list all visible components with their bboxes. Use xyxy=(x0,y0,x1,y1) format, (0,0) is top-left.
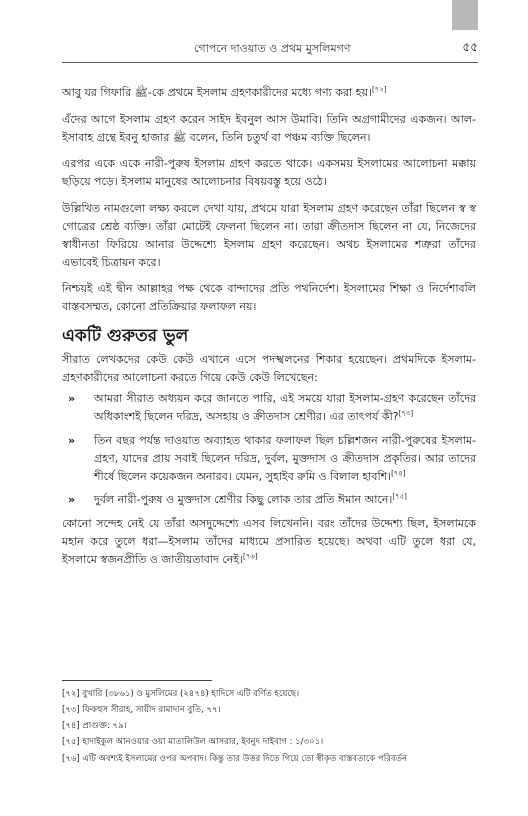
bullet-mark: » xyxy=(68,493,76,507)
section-heading: একটি গুরুতর ভুল xyxy=(62,325,189,346)
footnote-ref-76[interactable]: [৭৬] xyxy=(242,552,258,561)
bullet-text xyxy=(94,432,476,485)
running-header xyxy=(62,40,478,58)
footnote-rule xyxy=(62,680,212,681)
paragraph-6: সীরাত লেখকদের কেউ কেউ এখানে এসে পদস্খলনের শিকার হয়েছেন। প্রথমদিকে ইসলাম-গ্রহণকারীদের আলোচনা করতে গিয়ে কেউ কেউ লিখেছেন: xyxy=(62,352,476,384)
paragraph-7 xyxy=(62,515,476,568)
bullet-2-text: তিন বছর পর্যন্ত দাওয়াত অব্যাহত থাকার ফলাফল ছিল চল্লিশজন নারী-পুরুষের ইসলাম-গ্রহণ, যাদের প্রায় সবাই ছিলেন দরিদ্র, দুর্বল, মুক্তদাস ও ক্রীতদাস প্রকৃতির। আর তাদের শীর্ষে ছিলেন কয়েকজন অনারব। যেমন, সুহাইব রুমি ও বিলাল হাবশি। xyxy=(94,433,476,483)
footnotes xyxy=(62,686,476,767)
bullet-text xyxy=(94,390,476,426)
paragraph-7-text: কোনো সন্দেহ নেই যে তাঁরা অসদুদ্দেশ্যে এসব লিখেননি। বরং তাঁদের উদ্দেশ্য ছিল, ইসলামকে মহান করে তুলে ধরা—ইসলাম তাঁদের মাধ্যমে প্রসারিত হয়েছে। অথবা এটি তুলে ধরা যে, ইসলামে স্বজনপ্রীতি ও জাতীয়তাবাদ নেই। xyxy=(62,517,476,566)
page-number: ৫৫ xyxy=(462,40,478,54)
bullet-3-text: দুর্বল নারী-পুরুষ ও মুক্তদাস শ্রেণীর কিছু লোক তার প্রতি ঈমান আনে। xyxy=(94,493,393,507)
list-item xyxy=(62,390,476,426)
page-body xyxy=(62,84,476,578)
footnote-75: [৭৫] হাদাইকুল আনওয়ার ওয়া মাতালিউল আসরার, ইবনুদ দাইবাগ : ১/৩০১। xyxy=(62,737,324,748)
bullet-mark: » xyxy=(68,433,76,447)
header-rule xyxy=(62,62,478,63)
list-item xyxy=(62,432,476,485)
footnote-73: [৭৩] ফিকহুস সীরাহ, সায়ীদ রামাদান বুতি, ৭৭। xyxy=(62,705,221,716)
quote-list xyxy=(62,390,476,509)
footnote-ref-73[interactable]: [৭৩] xyxy=(398,409,414,418)
bullet-text xyxy=(94,491,476,509)
footnote-76: [৭৬] এটি অবশ্যই ইসলামের ওপর অপবাদ। কিন্তু তার উত্তর দিতে গিয়ে তো স্বীকৃত বাস্তবতাকে পরিবর্তন xyxy=(62,753,407,764)
paragraph-1-text: আবু যর গিফারি ﷺ-কে প্রথমে ইসলাম গ্রহণকারীদের মধ্যে গণ্য করা হয়। xyxy=(62,86,372,99)
bullet-mark: » xyxy=(68,392,76,406)
paragraph-2: এঁদের আগে ইসলাম গ্রহণ করেন সাইদ ইবনুল আস উমাবি। তিনি অগ্রগামীদের একজন। আল-ইসাবাহ গ্রন্থে ইবনু হাজার ﷺ বলেন, তিনি চতুর্থ বা পঞ্চম ব্যক্তি ছিলেন। xyxy=(62,112,476,144)
running-title: গোপনে দাওয়াত ও প্রথম মুসলিমগণ xyxy=(193,41,351,55)
footnote-ref-75[interactable]: [৭৫] xyxy=(392,492,407,501)
footnote-ref-72[interactable]: [৭২] xyxy=(371,85,387,94)
bullet-1-text: আমরা সীরাত অধ্যয়ন করে জানতে পারি, এই সময়ে যারা ইসলাম-গ্রহণ করেছেন তাঁদের অধিকাংশই ছিলেন দরিদ্র, অসহায় ও ক্রীতদাস শ্রেণীর। এর তাৎপর্য কী? xyxy=(94,392,476,424)
list-item xyxy=(62,491,476,509)
paragraph-3: এরপর একে একে নারী-পুরুষ ইসলাম গ্রহণ করতে থাকে। একসময় ইসলামের আলোচনা মক্কায় ছড়িয়ে পড়ে। ইসলাম মানুষের আলোচনার বিষয়বস্তু হয়ে ওঠে। xyxy=(62,157,476,189)
footnote-72: [৭২] বুখারি (৩৮৬১) ও মুসলিমের (২৪৭৪) হাদিসে এটি বর্ণিত হয়েছে। xyxy=(62,689,300,699)
footnote-ref-74[interactable]: [৭৪] xyxy=(391,468,406,477)
paragraph-1 xyxy=(62,84,476,102)
page-tab-marker xyxy=(452,0,478,30)
paragraph-5: নিশ্চয়ই এই দ্বীন আল্লাহর পক্ষ থেকে বান্দাদের প্রতি পথনির্দেশ। ইসলামের শিক্ষা ও নির্দেশাবলি বাস্তবসম্মত, কোনো প্রতিক্রিয়ার ফলাফল নয়। xyxy=(62,282,476,314)
footnote-74: [৭৪] প্রাগুক্ত: ৭৯। xyxy=(62,721,127,732)
paragraph-4: উল্লিখিত নামগুলো লক্ষ্য করলে দেখা যায়, প্রথমে যারা ইসলাম গ্রহণ করেছেন তাঁরা ছিলেন স্ব স্ব গোত্রের শ্রেষ্ঠ ব্যক্তি। তাঁরা মোটেই ফেলনা ছিলেন না। তারা ক্রীতদাস ছিলেন না যে, নিজেদের স্বাধীনতা ফিরিয়ে আনার উদ্দেশ্যে ইসলাম গ্রহণ করেছেন। অথচ ইসলামের শত্রুরা তাঁদের এভাবেই চিত্রায়ন করে। xyxy=(62,202,476,269)
